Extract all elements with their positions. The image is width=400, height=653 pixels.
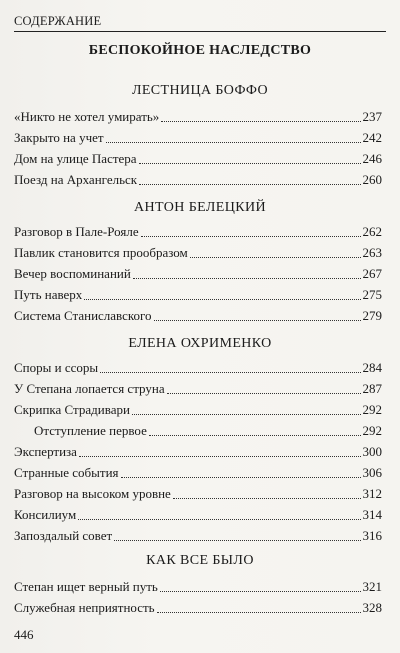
page-number: 446 <box>14 627 34 642</box>
dot-leader <box>157 611 361 613</box>
toc-entry[interactable] <box>14 356 382 376</box>
entry-page: 263 <box>362 245 382 260</box>
entry-title: Скрипка Страдивари <box>14 402 130 417</box>
entry-title: Разговор в Пале-Рояле <box>14 224 139 239</box>
entry-title: Дом на улице Пастера <box>14 151 137 166</box>
entry-title: Странные события <box>14 465 119 480</box>
toc-entry[interactable] <box>14 575 382 595</box>
entry-page: 260 <box>362 172 382 187</box>
section-title: ЛЕСТНИЦА БОФФО <box>131 83 269 98</box>
entry-title: «Никто не хотел умирать» <box>14 109 160 124</box>
entry-title: Разговор на высоком уровне <box>14 486 171 501</box>
entry-page: 292 <box>362 423 382 438</box>
entry-page: 321 <box>362 579 382 594</box>
entry-page: 237 <box>362 109 382 124</box>
dot-leader <box>139 162 361 164</box>
toc-entry[interactable] <box>14 524 382 544</box>
dot-leader <box>78 518 360 520</box>
dot-leader <box>100 371 360 373</box>
dot-leader <box>84 298 360 300</box>
toc-entry[interactable] <box>14 168 382 188</box>
entry-page: 287 <box>362 381 382 396</box>
entry-page: 246 <box>362 151 382 166</box>
toc-entry[interactable] <box>14 126 382 146</box>
dot-leader <box>149 434 361 436</box>
toc-entry[interactable] <box>14 596 382 616</box>
entry-title: Запоздалый совет <box>14 528 113 543</box>
dot-leader <box>190 256 361 258</box>
entry-page: 312 <box>362 486 382 501</box>
toc-entry[interactable] <box>14 147 382 167</box>
section-title: КАК ВСЕ БЫЛО <box>146 553 254 568</box>
entry-title: Степан ищет верный путь <box>14 579 158 594</box>
entry-page: 300 <box>362 444 382 459</box>
dot-leader <box>132 413 361 415</box>
toc-entry[interactable] <box>14 398 382 418</box>
entry-title: Поезд на Архангельск <box>14 172 138 187</box>
toc-entry[interactable] <box>14 241 382 261</box>
toc-entry[interactable] <box>14 461 382 481</box>
toc-entry-indented[interactable] <box>34 419 382 439</box>
entry-title: Система Станиславского <box>14 308 152 323</box>
entry-title: У Степана лопается струна <box>14 381 165 396</box>
entry-page: 262 <box>362 224 382 239</box>
dot-leader <box>106 141 361 143</box>
toc-entry[interactable] <box>14 220 382 240</box>
toc-entry[interactable] <box>14 262 382 282</box>
dot-leader <box>160 590 361 592</box>
dot-leader <box>167 392 361 394</box>
part-title: БЕСПОКОЙНОЕ НАСЛЕДСТВО <box>88 43 312 58</box>
entry-page: 314 <box>362 507 382 522</box>
entry-title: Служебная неприятность <box>14 600 155 615</box>
entry-page: 284 <box>362 360 382 375</box>
running-header: СОДЕРЖАНИЕ <box>14 14 102 28</box>
entry-page: 328 <box>362 600 382 615</box>
header-rule <box>14 31 386 32</box>
dot-leader <box>114 539 360 541</box>
section-title: ЕЛЕНА ОХРИМЕНКО <box>128 336 272 351</box>
entry-title: Споры и ссоры <box>14 360 99 375</box>
section-title: АНТОН БЕЛЕЦКИЙ <box>133 200 267 215</box>
toc-entry[interactable] <box>14 304 382 324</box>
dot-leader <box>121 476 361 478</box>
entry-page: 242 <box>362 130 382 145</box>
entry-title: Отступление первое <box>34 423 147 438</box>
dot-leader <box>79 455 361 457</box>
entry-title: Экспертиза <box>14 444 77 459</box>
entry-page: 316 <box>362 528 382 543</box>
dot-leader <box>173 497 361 499</box>
dot-leader <box>161 120 360 122</box>
dot-leader <box>154 319 361 321</box>
toc-entry[interactable] <box>14 503 382 523</box>
toc-entry[interactable] <box>14 105 382 125</box>
entry-page: 279 <box>362 308 382 323</box>
entry-page: 292 <box>362 402 382 417</box>
entry-title: Павлик становится прообразом <box>14 245 188 260</box>
toc-entry[interactable] <box>14 377 382 397</box>
dot-leader <box>133 277 361 279</box>
dot-leader <box>141 235 361 237</box>
entry-page: 275 <box>362 287 382 302</box>
toc-entry[interactable] <box>14 440 382 460</box>
entry-page: 306 <box>362 465 382 480</box>
toc-entry[interactable] <box>14 482 382 502</box>
entry-title: Вечер воспоминаний <box>14 266 131 281</box>
entry-title: Закрыто на учет <box>14 130 104 145</box>
entry-title: Консилиум <box>14 507 77 522</box>
toc-entry[interactable] <box>14 283 382 303</box>
dot-leader <box>139 183 360 185</box>
entry-title: Путь наверх <box>14 287 83 302</box>
entry-page: 267 <box>362 266 382 281</box>
